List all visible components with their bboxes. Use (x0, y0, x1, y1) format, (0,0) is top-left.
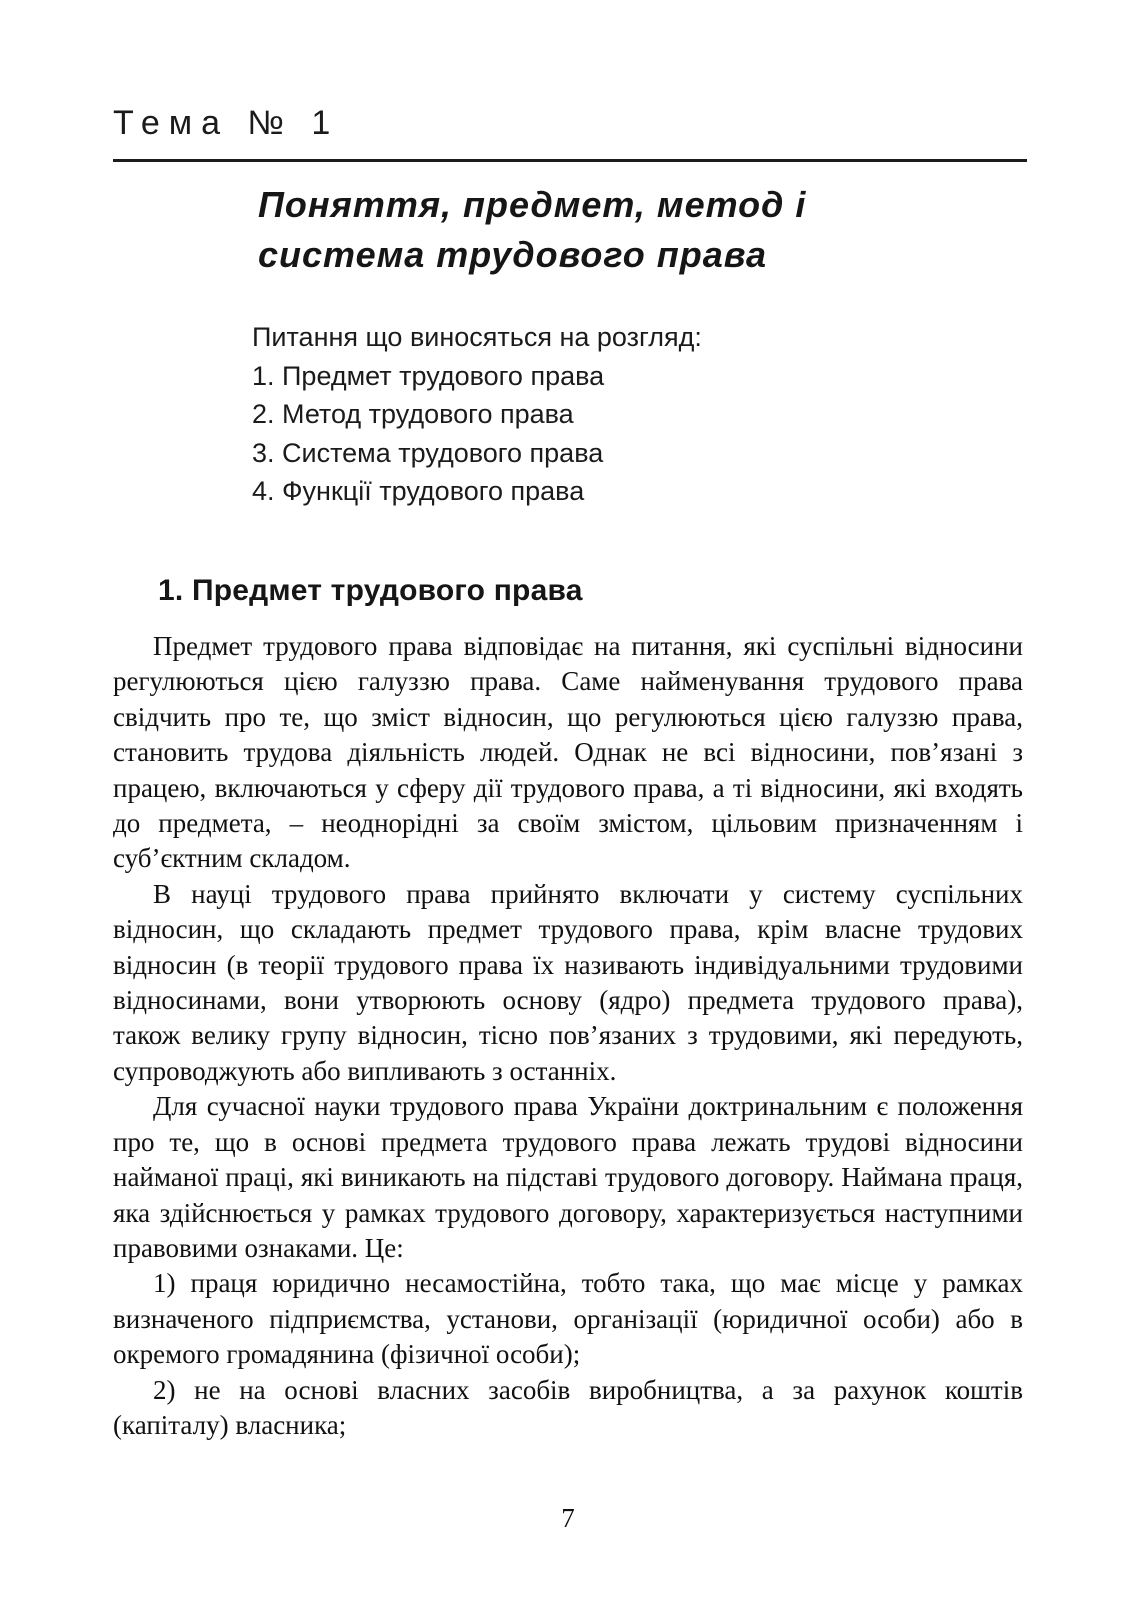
agenda-intro: Питання що виносяться на розгляд: (252, 322, 702, 352)
body-paragraph: Предмет трудового права відповідає на питання, які суспільні відносини регулюються цією галуззю права. Саме найменування трудового права свідчить про те, що зміст відносин, що регулюються цією галуззю права, становить трудова діяльність людей. Однак не всі відносини, пов’язані з працею, включаються у сферу дії трудового права, а ті відносини, які входять до предмета, – неоднорідні за своїм змістом, цільовим призначенням і суб’єктним складом. (113, 631, 1023, 874)
agenda-item: 1. Предмет трудового права (252, 360, 605, 391)
agenda-list (252, 357, 952, 511)
agenda-item: 4. Функції трудового права (252, 476, 585, 506)
body-paragraph: В науці трудового права прийнято включати у систему суспільних відносин, що складають предмет трудового права, крім власне трудових відносин (в теорії трудового права їх називають індивідуальними трудовими відносинами, вони утворюють основу (ядро) предмета трудового права), також велику групу відносин, тісно пов’язаних з трудовими, які передують, супроводжують або випливають з останніх. (113, 878, 1023, 1086)
body-paragraph: 1) праця юридично несамостійна, тобто така, що має місце у рамках визначеного підприємства, установи, організації (юридичної особи) або в окремого громадянина (фізичної особи); (113, 1268, 1023, 1370)
header-rule (113, 159, 1027, 162)
chapter-title: Поняття, предмет, метод і система трудового права (258, 184, 807, 275)
body-paragraphs (113, 629, 1023, 1443)
agenda-item: 2. Метод трудового права (252, 399, 574, 429)
body-paragraph: Для сучасної науки трудового права України доктринальним є положення про те, що в основі предмета трудового права лежать трудові відносини найманої праці, які виникають на підставі трудового договору. Наймана праця, яка здійснюється у рамках трудового договору, характеризується наступними правовими ознаками. Це: (113, 1091, 1023, 1263)
agenda-item: 3. Система трудового права (252, 437, 604, 468)
section-heading: 1. Предмет трудового права (158, 574, 583, 607)
agenda-block (252, 318, 952, 511)
body-paragraph: 2) не на основі власних засобів виробництва, а за рахунок коштів (капіталу) власника; (113, 1374, 1023, 1440)
page-number: 7 (561, 1503, 575, 1533)
topic-label: Тема № 1 (113, 104, 340, 142)
